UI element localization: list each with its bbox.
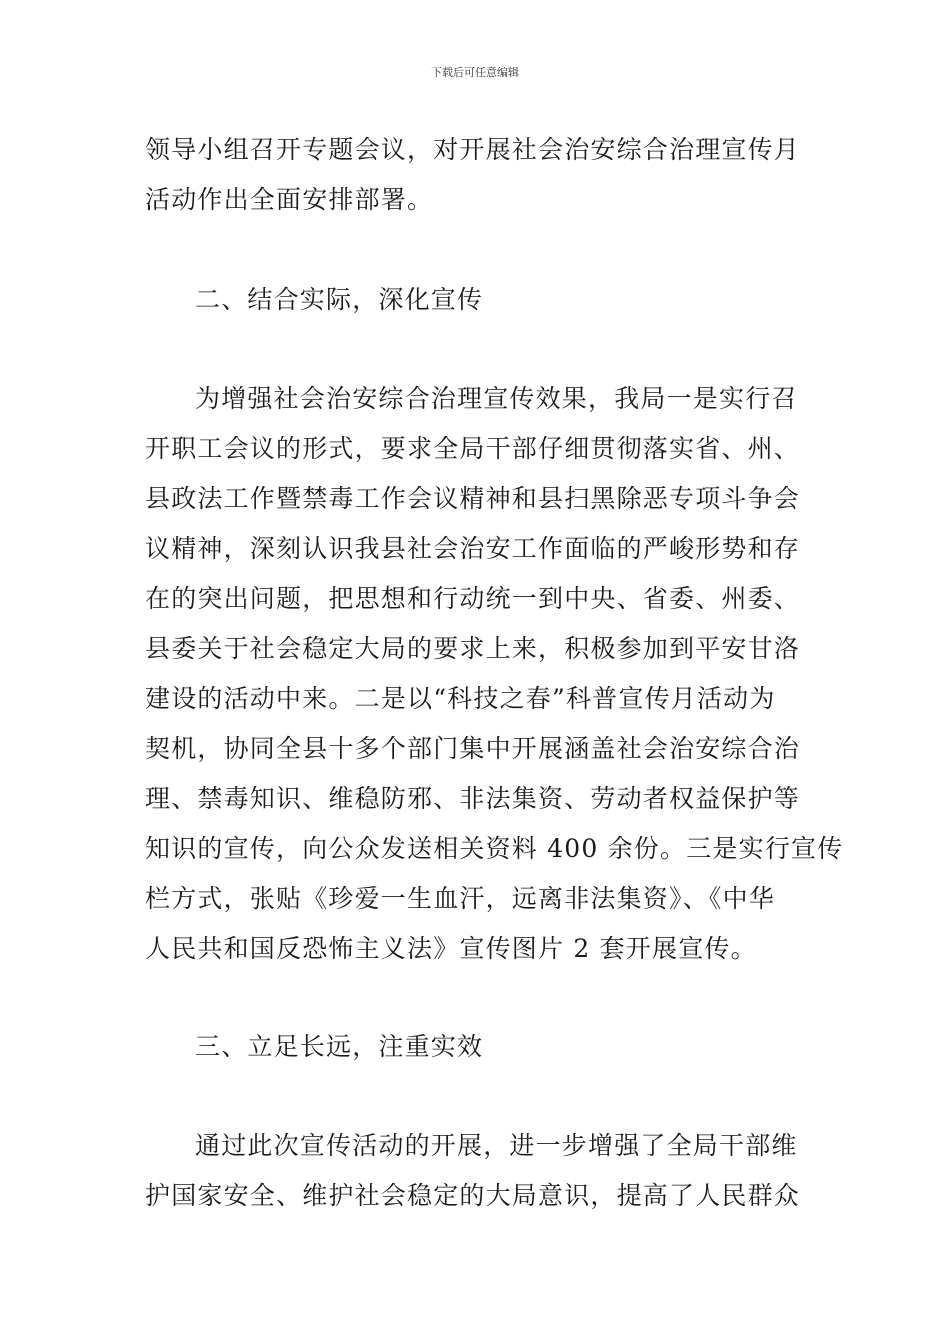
text-line: 人民共和国反恐怖主义法》宣传图片 2 套开展宣传。 <box>145 934 757 963</box>
heading-line: 三、立足长远，注重实效 <box>195 1032 484 1061</box>
text-line: 领导小组召开专题会议，对开展社会治安综合治理宣传月 <box>145 135 801 164</box>
text-line: 建设的活动中来。二是以“科技之春”科普宣传月活动为 <box>145 684 776 713</box>
text-line: 理、禁毒知识、维稳防邪、非法集资、劳动者权益保护等 <box>145 784 801 813</box>
header-note: 下载后可任意编辑 <box>431 66 519 79</box>
text-line: 县委关于社会稳定大局的要求上来，积极参加到平安甘洛 <box>145 634 801 663</box>
text-line: 县政法工作暨禁毒工作会议精神和县扫黑除恶专项斗争会 <box>145 484 801 513</box>
text-line: 在的突出问题，把思想和行动统一到中央、省委、州委、 <box>145 584 801 613</box>
text-line: 为增强社会治安综合治理宣传效果，我局一是实行召 <box>195 384 798 413</box>
text-line: 护国家安全、维护社会稳定的大局意识，提高了人民群众 <box>145 1181 801 1210</box>
heading-line: 二、结合实际，深化宣传 <box>195 285 484 314</box>
text-line: 栏方式，张贴《珍爱一生血汗，远离非法集资》、《中华 <box>145 884 776 913</box>
text-line: 知识的宣传，向公众发送相关资料 400 余份。三是实行宣传 <box>145 834 844 863</box>
text-line: 契机，协同全县十多个部门集中开展涵盖社会治安综合治 <box>145 734 801 763</box>
text-line: 开职工会议的形式，要求全局干部仔细贯彻落实省、州、 <box>145 434 801 463</box>
text-line: 活动作出全面安排部署。 <box>145 185 434 214</box>
text-line: 通过此次宣传活动的开展，进一步增强了全局干部维 <box>195 1131 798 1160</box>
text-line: 议精神，深刻认识我县社会治安工作面临的严峻形势和存 <box>145 534 801 563</box>
